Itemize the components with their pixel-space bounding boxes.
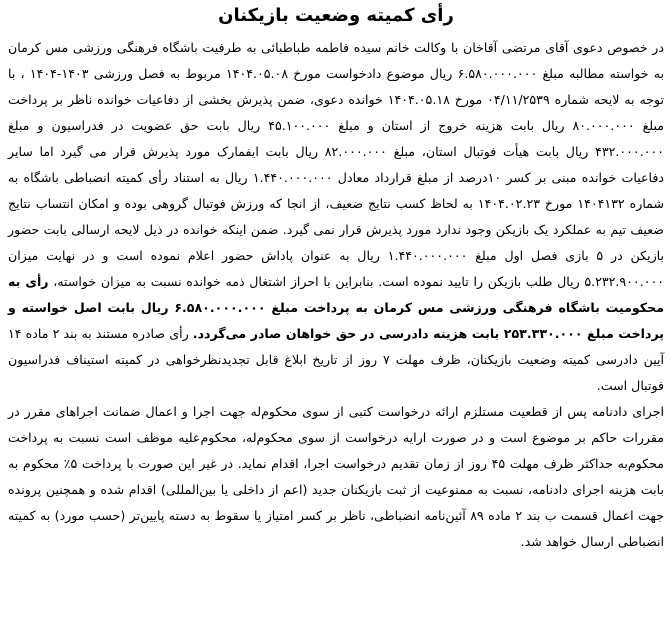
enforcement-paragraph: اجرای دادنامه پس از قطعیت مستلزم ارائه درخواست کتبی از سوی محکوم‌له جهت اجرا و اعمال ضمانت اجراهای مقرر در مقررات حاکم بر موضوع است و در صورت ارایه درخواست از سوی محکوم‌له، محکوم‌علیه موظف است نسبت به پرداخت محکوم‌به حداکثر ظرف مهلت ۴۵ روز از زمان تقدیم درخواست اجرا، اقدام نماید. در غیر این صورت با پرداخت ۵٪ محکوم به بابت هزینه اجرای دادنامه، نسبت به ممنوعیت از ثبت بازیکنان جدید (اعم از داخلی یا بین‌المللی) اقدام شده و همچنین پرونده جهت اعمال قسمت ب بند ۲ ماده ۸۹ آئین‌نامه انضباطی، ناظر بر کسر امتیاز یا سقوط به دسته پایین‌تر (حسب مورد) به کمیته انضباطی ارسال خواهد شد. bbox=[8, 404, 664, 549]
appeal-note-text: رأی صادره مستند به بند ۲ ماده ۱۴ آیین دادرسی کمیته وضعیت بازیکنان، ظرف مهلت ۷ روز از تاریخ ابلاغ قابل تجدیدنظرخواهی در کمیته استیناف فدراسیون فوتبال است. bbox=[8, 326, 665, 393]
ruling-body-text: در خصوص دعوی آقای مرتضی آقاخان با وکالت خانم سیده فاطمه طباطبائی به طرفیت باشگاه فرهنگی ورزشی مس کرمان به خواسته مطالبه مبلغ ۶.۵۸۰.۰۰۰.۰۰۰ ریال موضوع دادخواست مورخ ۱۴۰۴.۰۵.۰۸ مربوط به فصل ورزشی ۱۴۰۳-۱۴۰۴ ، با توجه به لایحه شماره ۰۴/۱۱/۲۵۳۹ مورخ ۱۴۰۴.۰۵.۱۸ خوانده دعوی، ضمن پذیرش بخشی از دفاعیات خوانده ناظر بر پرداخت مبلغ ۸۰.۰۰۰.۰۰۰ ریال بابت هزینه خروج از استان و مبلغ ۴۵.۱۰۰.۰۰۰ ریال بابت حق عضویت در فدراسیون و مبلغ ۴۳۲.۰۰۰.۰۰۰ ریال بابت هیأت فوتبال استان، مبلغ ۸۲.۰۰۰.۰۰۰ ریال بابت ایفمارک مورد پذیرش قرار می گیرد اما سایر دفاعیات خوانده مبنی بر کسر ۱۰درصد از مبلغ قرارداد معادل ۱.۴۴۰.۰۰۰.۰۰۰ ریال به استناد رأی کمیته انضباطی باشگاه به شماره ۱۴۰۴۱۳۲ مورخ ۱۴۰۴.۰۲.۲۳ به لحاظ کسب نتایج ضعیف، از انجا که ورزش فوتبال گروهی بوده و امکان انتساب نتایج ضعیف تیم به عملکرد یک بازیکن وجود ندارد مورد پذیرش قرار نمی گیرد. ضمن اینکه خوانده در ذیل لایحه ارسالی بابت حضور بازیکن در ۵ بازی فصل اول مبلغ ۱.۴۴۰.۰۰۰.۰۰۰ ریال به عنوان پاداش حضور اعلام نموده است و در نهایت میزان ۵.۲۳۲.۹۰۰.۰۰۰ ریال طلب بازیکن را تایید نموده است. بنابراین با احراز اشتغال ذمه خوانده نسبت به میزان خواسته، bbox=[8, 40, 665, 289]
verdict-bold-text: رأی به محکومیت باشگاه فرهنگی ورزشی مس کرمان به پرداخت مبلغ ۶.۵۸۰.۰۰۰.۰۰۰ ریال بابت اصل خواسته و پرداخت مبلغ ۲۵۳.۳۳۰.۰۰۰ بابت هزینه دادرسی در حق خواهان صادر می‌گردد. bbox=[8, 274, 665, 341]
ruling-paragraph bbox=[8, 35, 664, 399]
document-title: رأی کمیته وضعیت بازیکنان bbox=[218, 5, 454, 26]
